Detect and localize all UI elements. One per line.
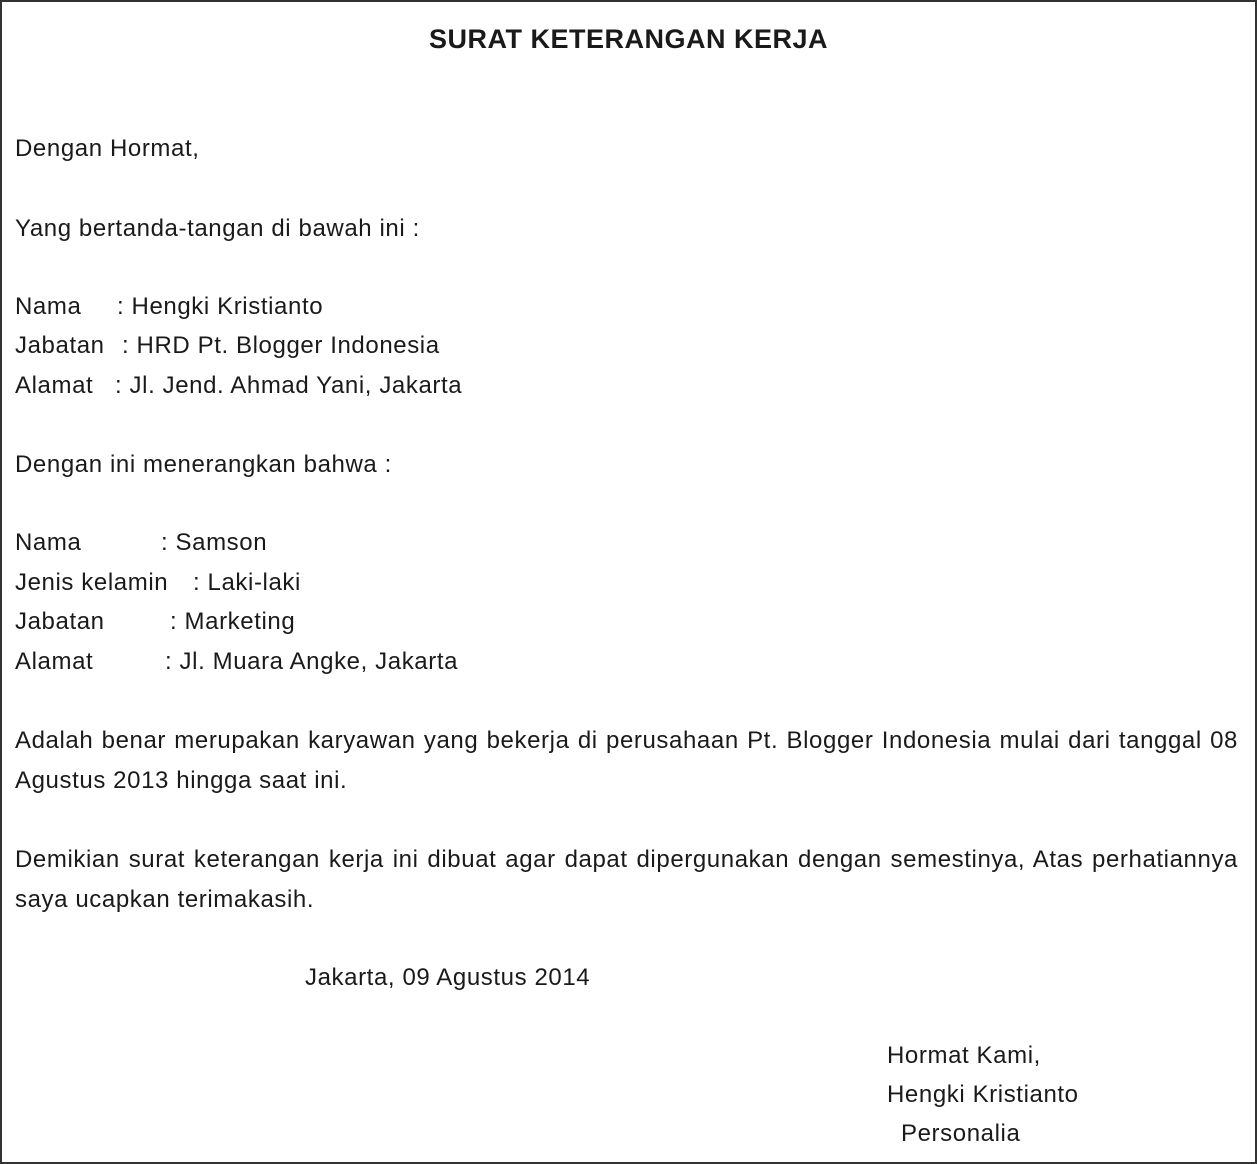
signer-address-row bbox=[15, 372, 462, 400]
employee-gender-label: Jenis kelamin bbox=[15, 569, 169, 596]
employee-position-label: Jabatan bbox=[15, 608, 105, 635]
employee-position-value: : Marketing bbox=[170, 608, 296, 635]
signer-name-label: Nama bbox=[15, 293, 82, 320]
employee-name-value: : Samson bbox=[161, 529, 268, 556]
signer-position-row bbox=[15, 332, 440, 360]
signer-position-label: Jabatan bbox=[15, 332, 105, 359]
signer-position-value: : HRD Pt. Blogger Indonesia bbox=[122, 332, 440, 359]
signature-salutation: Hormat Kami, bbox=[887, 1042, 1041, 1069]
employee-name-label: Nama bbox=[15, 529, 82, 556]
signer-name-row bbox=[15, 293, 323, 321]
employee-position-row bbox=[15, 608, 295, 636]
closing-paragraph: Demikian surat keterangan kerja ini dibuat agar dapat dipergunakan dengan semestinya, Atas perhatiannya saya ucapkan terimakasih. bbox=[15, 846, 1238, 913]
signer-intro: Yang bertanda-tangan di bawah ini : bbox=[15, 215, 420, 242]
greeting: Dengan Hormat, bbox=[15, 135, 200, 162]
statement-intro: Dengan ini menerangkan bahwa : bbox=[15, 451, 392, 478]
employee-gender-value: : Laki-laki bbox=[193, 569, 301, 596]
employee-address-value: : Jl. Muara Angke, Jakarta bbox=[165, 648, 459, 675]
signer-address-label: Alamat bbox=[15, 372, 94, 399]
signer-address-value: : Jl. Jend. Ahmad Yani, Jakarta bbox=[115, 372, 463, 399]
signer-name-value: : Hengki Kristianto bbox=[117, 293, 324, 320]
employee-address-row bbox=[15, 648, 458, 676]
signature-department: Personalia bbox=[901, 1120, 1021, 1147]
place-date: Jakarta, 09 Agustus 2014 bbox=[305, 964, 591, 991]
employee-gender-row bbox=[15, 569, 301, 597]
employee-name-row bbox=[15, 529, 267, 557]
signature-name: Hengki Kristianto bbox=[887, 1081, 1079, 1108]
employee-address-label: Alamat bbox=[15, 648, 94, 675]
letter-title: SURAT KETERANGAN KERJA bbox=[428, 24, 829, 54]
body-paragraph: Adalah benar merupakan karyawan yang bekerja di perusahaan Pt. Blogger Indonesia mulai dari tanggal 08 Agustus 2013 hingga saat ini. bbox=[15, 727, 1238, 794]
